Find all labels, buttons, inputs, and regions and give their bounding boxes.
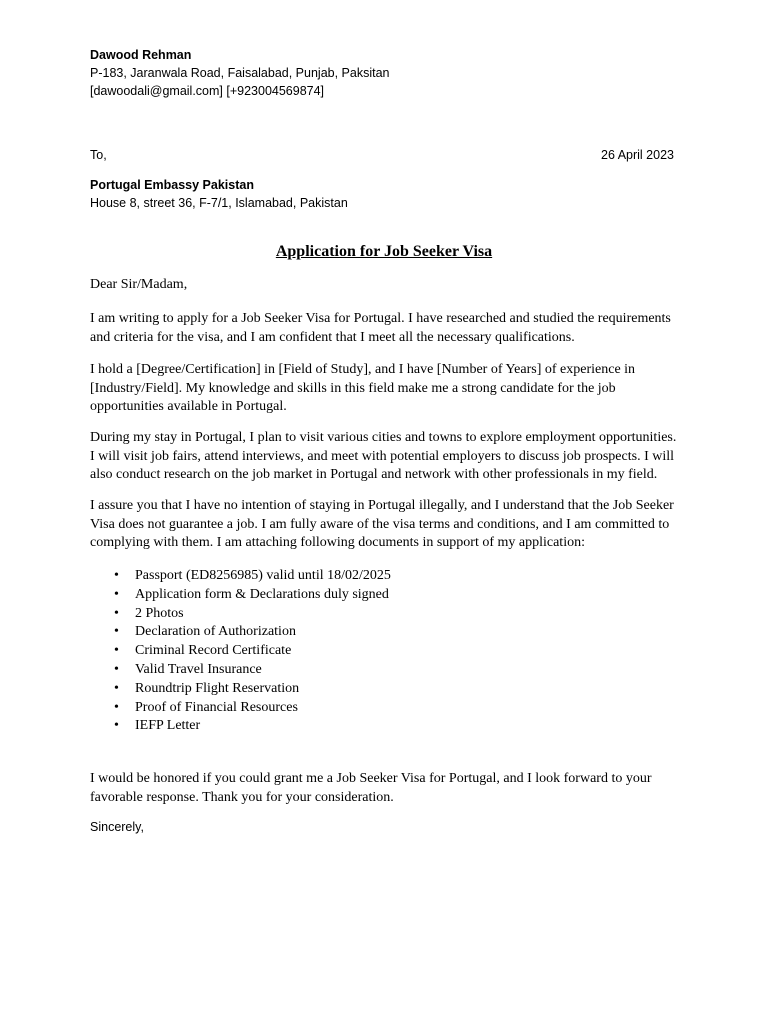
list-item: • Criminal Record Certificate xyxy=(135,642,391,661)
paragraph-qualifications xyxy=(90,361,680,417)
sender-contact: [dawoodali@gmail.com] [+923004569874] xyxy=(90,84,325,98)
list-item: • 2 Photos xyxy=(135,605,391,624)
list-item: • Roundtrip Flight Reservation xyxy=(135,680,391,699)
to-date-row xyxy=(90,146,674,164)
paragraph-text: I would be honored if you could grant me a Job Seeker Visa for Portugal, and I look forward to your favorable response. Thank you for your consideration. xyxy=(90,771,652,805)
documents-list xyxy=(90,567,391,736)
recipient-block xyxy=(90,176,348,212)
paragraph-assurance xyxy=(90,497,680,553)
to-label: To, xyxy=(90,148,107,162)
salutation: Dear Sir/Madam, xyxy=(90,277,188,292)
paragraph-text: I hold a [Degree/Certification] in [Field of Study], and I have [Number of Years] of experience in [Industry/Field]. My knowledge and skills in this field make me a strong candidate for the job opportunities available in Portugal. xyxy=(90,362,636,414)
sender-address: P-183, Jaranwala Road, Faisalabad, Punjab, Paksitan xyxy=(90,66,390,80)
bullet-icon: • xyxy=(114,643,119,659)
list-item: • Application form & Declarations duly signed xyxy=(135,586,391,605)
list-item: • Valid Travel Insurance xyxy=(135,661,391,680)
paragraph-closing xyxy=(90,770,680,807)
letter-date: 26 April 2023 xyxy=(601,148,674,162)
letter-subject: Application for Job Seeker Visa xyxy=(275,243,493,260)
sender-block xyxy=(90,46,390,100)
paragraph-text: During my stay in Portugal, I plan to visit various cities and towns to explore employment opportunities. I will visit job fairs, attend interviews, and meet with potential employers to discuss job prospects. I will also conduct research on the job market in Portugal and network with other professionals in my field. xyxy=(90,430,677,482)
recipient-name: Portugal Embassy Pakistan xyxy=(90,178,254,192)
bullet-icon: • xyxy=(114,718,119,734)
paragraph-plans xyxy=(90,429,680,485)
bullet-icon: • xyxy=(114,624,119,640)
paragraph-text: I assure you that I have no intention of staying in Portugal illegally, and I understand that the Job Seeker Visa does not guarantee a job. I am fully aware of the visa terms and conditions, and I am committed to complying with them. I am attaching following documents in support of my application: xyxy=(90,498,674,550)
list-item: • IEFP Letter xyxy=(135,717,391,736)
bullet-icon: • xyxy=(114,568,119,583)
paragraph-intro xyxy=(90,310,680,347)
bullet-icon: • xyxy=(114,699,119,715)
list-item: • Proof of Financial Resources xyxy=(135,699,391,718)
sender-name: Dawood Rehman xyxy=(90,48,192,62)
bullet-icon: • xyxy=(114,586,119,602)
closing-sincerely: Sincerely, xyxy=(90,820,144,834)
bullet-icon: • xyxy=(114,661,119,677)
paragraph-text: I am writing to apply for a Job Seeker Visa for Portugal. I have researched and studied the requirements and criteria for the visa, and I am confident that I meet all the necessary qualifications. xyxy=(90,311,671,345)
list-item: • Passport (ED8256985) valid until 18/02/2025 xyxy=(135,567,391,586)
recipient-address: House 8, street 36, F-7/1, Islamabad, Pakistan xyxy=(90,196,348,210)
list-item: • Declaration of Authorization xyxy=(135,623,391,642)
bullet-icon: • xyxy=(114,680,119,696)
bullet-icon: • xyxy=(114,605,119,621)
